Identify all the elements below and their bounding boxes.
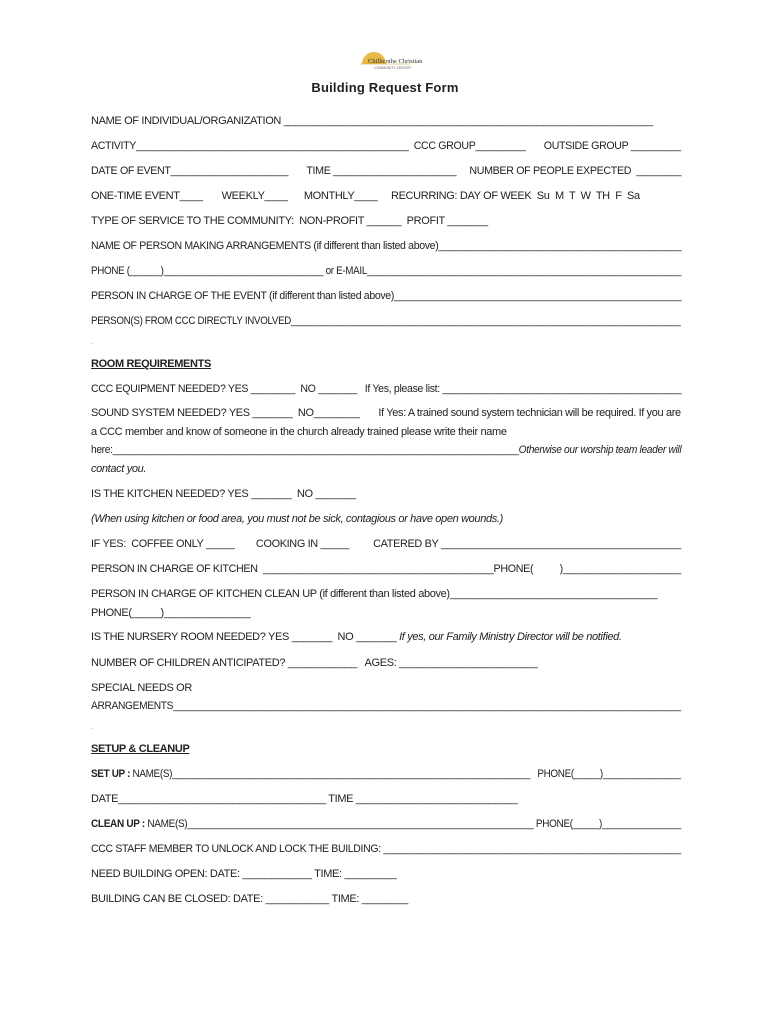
technician-name-field[interactable]: here:____________________________________________________________________________Otherwise our worship team leader will: [91, 444, 682, 456]
date-time-people-field[interactable]: DATE OF EVENT_____________________ TIME ______________________ NUMBER OF PEOPLE EXPECTED ________: [91, 165, 682, 177]
kitchen-options-field[interactable]: IF YES: COFFEE ONLY _____ COOKING IN _____ CATERED BY __________________________________________: [91, 538, 681, 550]
setup-names-field[interactable]: SET UP : NAME(S)_____________________________________________________________________ PHONE(_____)_______________: [91, 768, 681, 780]
setup-date-time-field[interactable]: DATE____________________________________ TIME ____________________________: [91, 793, 518, 805]
sound-system-note: a CCC member and know of someone in the church already trained please write their name: [91, 426, 507, 438]
service-type-field[interactable]: TYPE OF SERVICE TO THE COMMUNITY: NON-PROFIT ______ PROFIT _______: [91, 215, 488, 227]
logo-text: Chillicothe Christian: [368, 58, 423, 65]
form-title: Building Request Form: [311, 80, 459, 95]
person-in-charge-field[interactable]: PERSON IN CHARGE OF THE EVENT (if different than listed above)____________________________________________________: [91, 290, 682, 302]
logo-subtext: COMMUNITY CENTER: [374, 66, 411, 70]
ccc-equipment-field[interactable]: CCC EQUIPMENT NEEDED? YES ________ NO _______ If Yes, please list: ___________________________________________: [91, 383, 682, 395]
building-closed-field[interactable]: BUILDING CAN BE CLOSED: DATE: ___________ TIME: ________: [91, 893, 408, 905]
arrangements-person-field[interactable]: NAME OF PERSON MAKING ARRANGEMENTS (if different than listed above)____________________________________________: [91, 240, 682, 252]
worship-contact-note: contact you.: [91, 463, 147, 475]
name-organization-field[interactable]: NAME OF INDIVIDUAL/ORGANIZATION ________________________________________________________________: [91, 115, 653, 127]
kitchen-needed-field[interactable]: IS THE KITCHEN NEEDED? YES _______ NO _______: [91, 488, 356, 500]
kitchen-person-field[interactable]: PERSON IN CHARGE OF KITCHEN _________________________________________PHONE( )_____________________: [91, 563, 681, 575]
phone-email-field[interactable]: PHONE (______)_______________________________ or E-MAIL_____________________________________________________________: [91, 265, 682, 277]
arrangements-field[interactable]: ARRANGEMENTS_______________________________________________________________________________________________: [91, 700, 681, 712]
kitchen-cleanup-phone-field[interactable]: PHONE(_____)_______________: [91, 607, 251, 619]
organization-logo: [356, 50, 423, 74]
special-needs-label: SPECIAL NEEDS OR: [91, 682, 192, 694]
ccc-persons-field[interactable]: PERSON(S) FROM CCC DIRECTLY INVOLVED____________________________________________________________________________: [91, 315, 681, 327]
staff-member-field[interactable]: CCC STAFF MEMBER TO UNLOCK AND LOCK THE BUILDING: ______________________________________________________: [91, 843, 681, 855]
activity-field[interactable]: ACTIVITY_________________________________________________ CCC GROUP_________ OUTSIDE GROUP _________: [91, 140, 681, 152]
separator-dot: .: [91, 340, 93, 346]
kitchen-cleanup-person-field[interactable]: PERSON IN CHARGE OF KITCHEN CLEAN UP (if different than listed above)____________________________________: [91, 588, 658, 600]
building-open-field[interactable]: NEED BUILDING OPEN: DATE: ____________ TIME: _________: [91, 868, 397, 880]
room-requirements-heading: ROOM REQUIREMENTS: [91, 358, 211, 370]
sound-system-field[interactable]: SOUND SYSTEM NEEDED? YES _______ NO________ If Yes: A trained sound system technician will be required. If you are: [91, 407, 681, 419]
cleanup-names-field[interactable]: CLEAN UP : NAME(S)__________________________________________________________________ PHONE(_____)_______________: [91, 818, 681, 830]
nursery-field[interactable]: IS THE NURSERY ROOM NEEDED? YES _______ NO _______ If yes, our Family Ministry Director will be notified.: [91, 631, 622, 643]
kitchen-health-note: (When using kitchen or food area, you must not be sick, contagious or have open wounds.): [91, 513, 503, 525]
setup-cleanup-heading: SETUP & CLEANUP: [91, 743, 190, 755]
children-ages-field[interactable]: NUMBER OF CHILDREN ANTICIPATED? ____________ AGES: ________________________: [91, 657, 538, 669]
separator-dot: .: [91, 725, 93, 731]
frequency-field[interactable]: ONE-TIME EVENT____ WEEKLY____ MONTHLY____ RECURRING: DAY OF WEEK Su M T W TH F Sa: [91, 190, 640, 202]
